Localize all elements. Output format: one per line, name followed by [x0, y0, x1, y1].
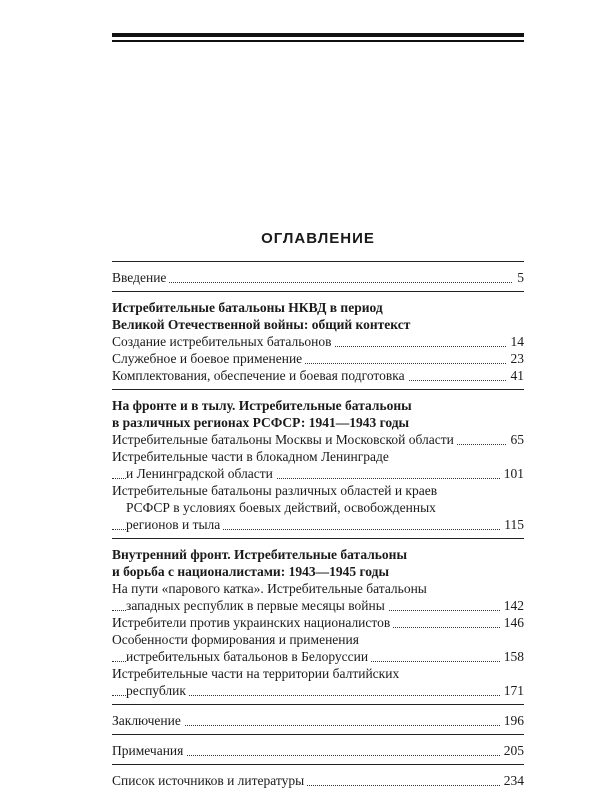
page-number: 142 — [500, 597, 524, 614]
page-number: 41 — [507, 367, 525, 384]
toc-entry: Комплектования, обеспечение и боевая подготовка 41 — [112, 368, 524, 383]
page-number: 5 — [513, 269, 524, 286]
toc-entry: республик 171 — [112, 682, 524, 699]
section-title: Истребительные батальоны НКВД в период — [112, 300, 383, 315]
page-number: 146 — [500, 614, 524, 631]
page-number: 65 — [507, 431, 525, 448]
toc-entry: Создание истребительных батальонов 14 — [112, 334, 524, 349]
page-number: 171 — [500, 682, 524, 699]
top-rule-thick — [112, 33, 524, 37]
divider — [112, 734, 524, 735]
toc-entry: Служебное и боевое применение 23 — [112, 351, 524, 366]
divider — [112, 261, 524, 262]
toc-entry-line: На пути «парового катка». Истребительные батальоны — [112, 581, 427, 596]
divider — [112, 389, 524, 390]
divider — [112, 764, 524, 765]
page-number: 158 — [500, 648, 524, 665]
toc-entry: западных республик в первые месяцы войны 142 — [112, 597, 524, 614]
page-number: 101 — [500, 465, 524, 482]
toc-entry-line: РСФСР в условиях боевых действий, освобожденных — [126, 500, 436, 515]
page-number: 23 — [507, 350, 525, 367]
toc-entry-line: Особенности формирования и применения — [112, 632, 359, 647]
toc-entry: Истребительные батальоны Москвы и Московской области 65 — [112, 432, 524, 447]
toc-entry-line: Истребительные части на территории балтийских — [112, 666, 400, 681]
table-of-contents — [112, 256, 524, 789]
toc-entry-line: Истребительные части в блокадном Ленинграде — [112, 449, 389, 464]
section-title: в различных регионах РСФСР: 1941—1943 годы — [112, 415, 410, 430]
toc-section-3 — [112, 546, 524, 699]
toc-entry-conclusion: Заключение 196 — [112, 713, 524, 728]
toc-entry: и Ленинградской области 101 — [112, 465, 524, 482]
page-number: 14 — [507, 333, 525, 350]
toc-entry-line: Истребительные батальоны различных областей и краев — [112, 483, 438, 498]
toc-section-2 — [112, 397, 524, 533]
page-number: 205 — [500, 742, 524, 759]
section-title: Великой Отечественной войны: общий контекст — [112, 317, 411, 332]
toc-entry-notes: Примечания 205 — [112, 743, 524, 758]
toc-entry: истребительных батальонов в Белоруссии 158 — [112, 648, 524, 665]
toc-section-1 — [112, 299, 524, 384]
divider — [112, 538, 524, 539]
toc-entry: Истребители против украинских националистов 146 — [112, 615, 524, 630]
divider — [112, 291, 524, 292]
top-rule-thin — [112, 40, 524, 42]
toc-entry: регионов и тыла 115 — [112, 516, 524, 533]
section-title: и борьба с националистами: 1943—1945 годы — [112, 564, 389, 579]
page-title: ОГЛАВЛЕНИЕ — [261, 230, 375, 247]
page-number: 196 — [500, 712, 524, 729]
toc-entry-sources: Список источников и литературы 234 — [112, 773, 524, 788]
page-number: 115 — [500, 516, 524, 533]
toc-entry-intro: Введение 5 — [112, 270, 524, 285]
divider — [112, 704, 524, 705]
page-number: 234 — [500, 772, 524, 789]
section-title: Внутренний фронт. Истребительные батальоны — [112, 547, 407, 562]
section-title: На фронте и в тылу. Истребительные батальоны — [112, 398, 412, 413]
